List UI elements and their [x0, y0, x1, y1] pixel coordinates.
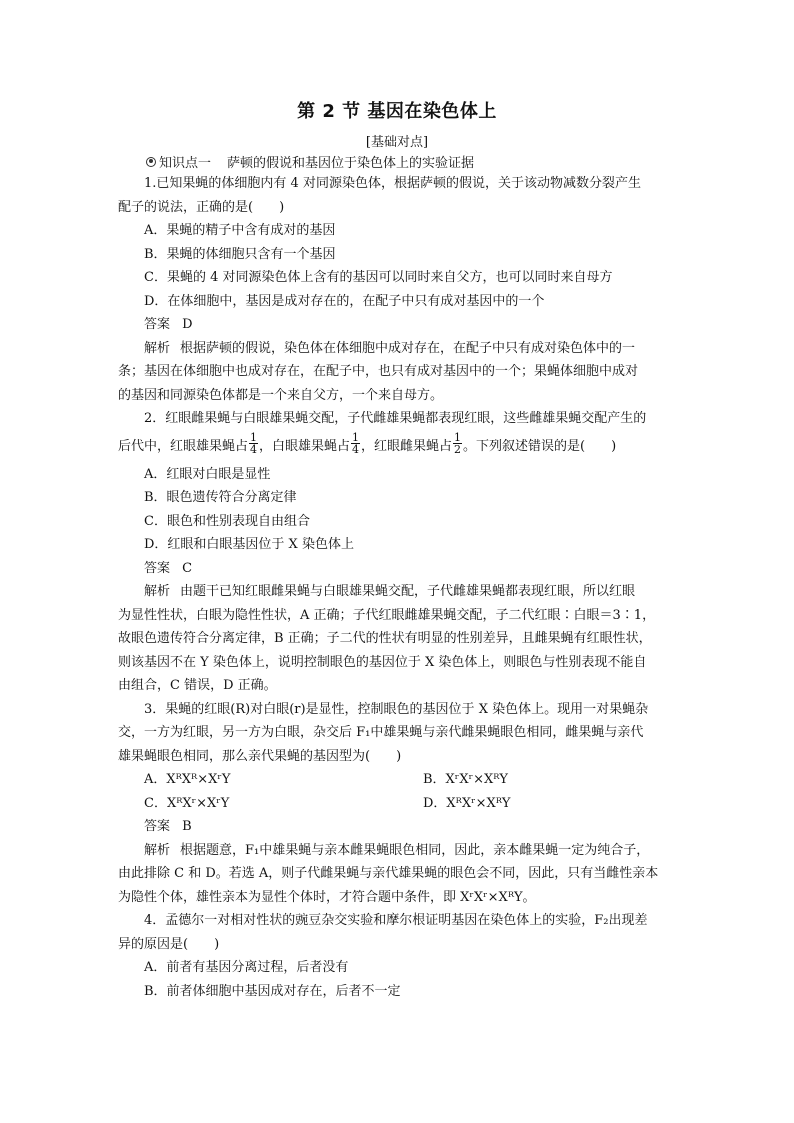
stem-text: ，红眼雌果蝇占	[361, 438, 453, 454]
q3-explanation-line: 由此排除 C 和 D。若选 A，则子代雌果蝇与亲代雄果蝇的眼色会不同，因此，只有当雌性亲本	[118, 866, 659, 881]
answer-value: C	[182, 560, 193, 576]
explanation-label: 解析	[144, 842, 171, 858]
answer-value: D	[182, 317, 193, 332]
q3-option-a: A．XᴿXᴿ×XʳY	[144, 772, 231, 787]
q2-option-b: B．眼色遗传符合分离定律	[144, 490, 297, 505]
q1-option-c: C．果蝇的 4 对同源染色体上含有的基因可以同时来自父方，也可以同时来自母方	[144, 270, 613, 285]
q1-answer	[118, 313, 678, 337]
q2-answer	[118, 557, 678, 581]
fraction-numerator: 1	[250, 430, 258, 444]
q2-option-c: C．眼色和性别表现自由组合	[144, 513, 310, 529]
q2-option-d: D．红眼和白眼基因位于 X 染色体上	[144, 537, 354, 552]
answer-label: 答案	[144, 560, 171, 576]
stem-text: 。下列叙述错误的是( )	[463, 438, 617, 454]
explanation-label: 解析	[144, 340, 171, 356]
q1-option-b: B．果蝇的体细胞只含有一个基因	[144, 246, 336, 262]
fraction-numerator: 1	[352, 430, 360, 444]
fraction	[453, 432, 462, 455]
answer-label: 答案	[144, 317, 171, 332]
q3-stem-line: 交，一方为红眼，另一方为白眼，杂交后 F₁中雄果蝇与亲代雌果蝇眼色相同，雌果蝇与亲代	[118, 725, 644, 740]
q3-options-row	[118, 792, 678, 816]
q4-stem-line: 异的原因是( )	[118, 936, 220, 952]
q3-stem-line: 雄果蝇眼色相同，那么亲代果蝇的基因型为( )	[118, 748, 402, 764]
q2-explanation-line: 则该基因不在 Y 染色体上，说明控制眼色的基因位于 X 染色体上，则眼色与性别表现不能自	[118, 654, 647, 670]
q4-stem-line: 4．孟德尔一对相对性状的豌豆杂交实验和摩尔根证明基因在染色体上的实验，F₂出现差	[144, 913, 648, 928]
q3-explanation-line: 为隐性个体，雄性亲本为显性个体时，才符合题中条件，即 XʳXʳ×XᴿY。	[118, 889, 536, 905]
q3-option-c: C．XᴿXʳ×XʳY	[144, 795, 230, 811]
fraction	[249, 432, 258, 455]
knowledge-point-heading	[146, 152, 474, 171]
page-title: 第 2 节 基因在染色体上	[297, 101, 497, 122]
q1-explanation-line: 的基因和同源染色体都是一个来自父方，一个来自母方。	[118, 387, 444, 403]
stem-text: 后代中，红眼雄果蝇占	[118, 438, 249, 454]
q3-stem-line: 3．果蝇的红眼(R)对白眼(r)是显性，控制眼色的基因位于 X 染色体上。现用一对果蝇杂	[144, 701, 649, 717]
q2-stem-line: 2．红眼雌果蝇与白眼雄果蝇交配，子代雌雄果蝇都表现红眼，这些雌雄果蝇交配产生的	[144, 411, 647, 426]
fraction-denominator: 4	[352, 442, 360, 456]
q1-explanation-line	[118, 337, 678, 361]
q1-option-d: D．在体细胞中，基因是成对存在的，在配子中只有成对基因中的一个	[144, 293, 545, 309]
explanation-label: 解析	[144, 584, 171, 599]
question-body	[118, 172, 678, 1003]
knowledge-point-label: 知识点一	[159, 156, 212, 171]
q2-explanation-line: 为显性性状，白眼为隐性性状，A 正确；子代红眼雌雄果蝇交配，子二代红眼∶白眼＝3∶1，	[118, 607, 656, 623]
explanation-text: 由题干已知红眼雌果蝇与白眼雄果蝇交配，子代雌雄果蝇都表现红眼，所以红眼	[180, 584, 636, 599]
q3-explanation-line	[118, 839, 678, 863]
explanation-text: 根据萨顿的假说，染色体在体细胞中成对存在，在配子中只有成对染色体中的一	[180, 340, 636, 356]
q2-stem-line-fractions	[118, 431, 678, 463]
q4-option-a: A．前者有基因分离过程，后者没有	[144, 960, 349, 975]
fraction-numerator: 1	[454, 430, 462, 444]
answer-label: 答案	[144, 819, 171, 834]
q1-explanation-line: 条；基因在体细胞中也成对存在，在配子中，也只有成对基因中的一个；果蝇体细胞中成对	[118, 364, 639, 379]
knowledge-point-text: 萨顿的假说和基因位于染色体上的实验证据	[227, 156, 475, 171]
q3-option-d: D．XᴿXʳ×XᴿY	[423, 795, 511, 811]
fraction-denominator: 2	[454, 442, 462, 456]
q2-option-a: A．红眼对白眼是显性	[144, 466, 271, 482]
q3-option-b: B．XʳXʳ×XᴿY	[423, 772, 508, 787]
bullet-circle-icon	[146, 157, 156, 167]
fraction	[351, 432, 360, 455]
q2-explanation-line: 由组合，C 错误，D 正确。	[118, 678, 277, 693]
q1-stem-line: 1.已知果蝇的体细胞内有 4 对同源染色体，根据萨顿的假说，关于该动物减数分裂产生	[144, 176, 641, 191]
q1-stem-line: 配子的说法，正确的是( )	[118, 199, 285, 215]
fraction-denominator: 4	[250, 442, 258, 456]
q4-option-b: B．前者体细胞中基因成对存在，后者不一定	[144, 983, 401, 999]
q3-answer	[118, 815, 678, 839]
stem-text: ，白眼雄果蝇占	[259, 438, 351, 454]
q3-options-row	[118, 768, 678, 792]
section-tag: [基础对点]	[365, 135, 429, 150]
q2-explanation-line: 故眼色遗传符合分离定律，B 正确；子二代的性状有明显的性别差异，且雌果蝇有红眼性状，	[118, 631, 652, 646]
q2-explanation-line	[118, 580, 678, 604]
q1-option-a: A．果蝇的精子中含有成对的基因	[144, 223, 336, 238]
explanation-text: 根据题意，F₁中雄果蝇与亲本雌果蝇眼色相同，因此，亲本雌果蝇一定为纯合子，	[180, 842, 650, 858]
answer-value: B	[182, 819, 192, 834]
